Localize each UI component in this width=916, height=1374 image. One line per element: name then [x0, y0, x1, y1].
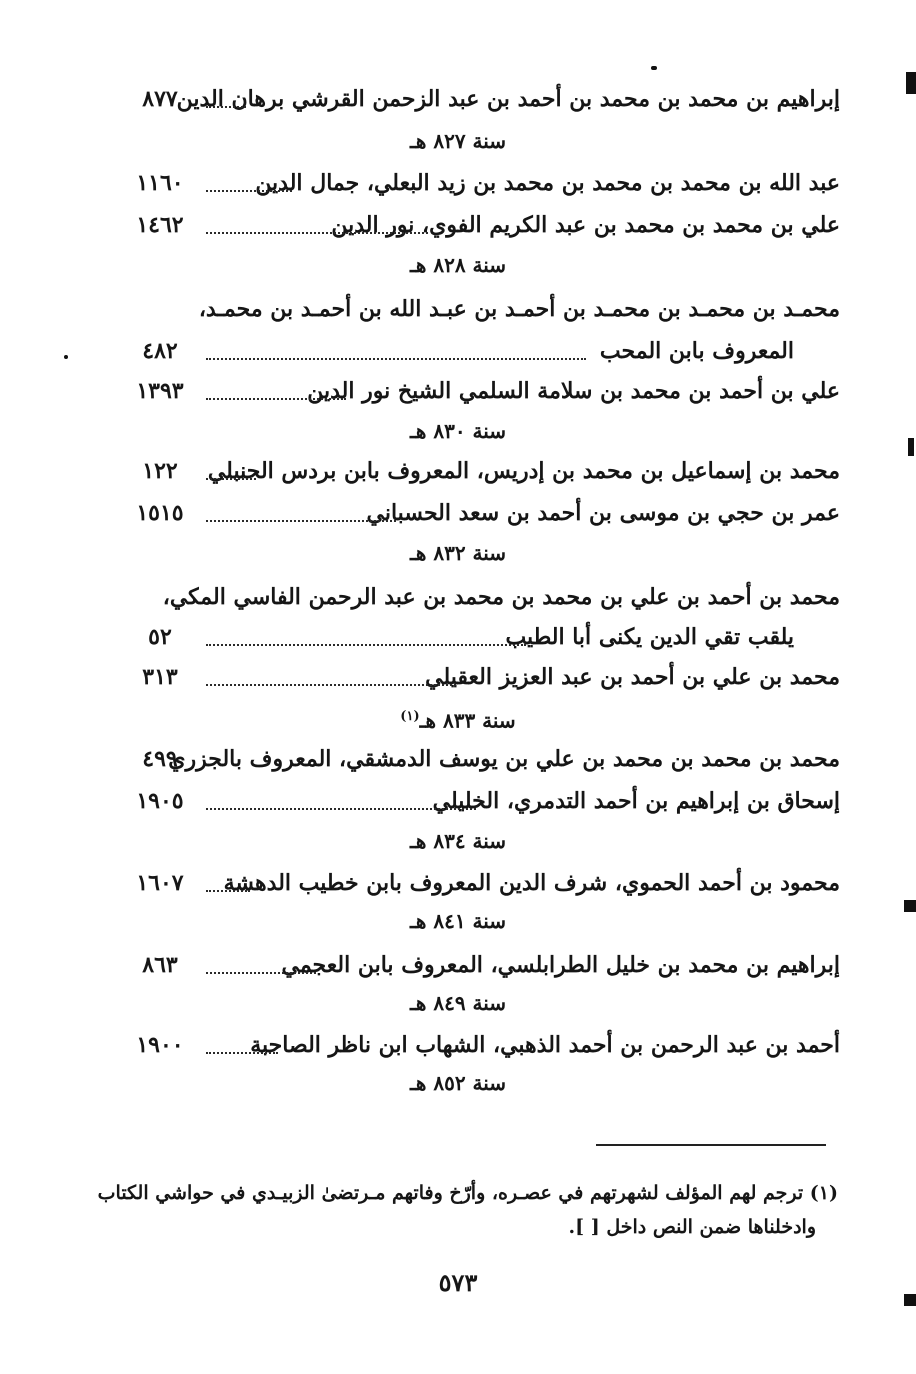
leader-dots: [206, 684, 456, 686]
scan-speck: [904, 900, 916, 912]
entry-text: إبراهيم بن محمد بن محمد بن أحمد بن عبد الزحمن القرشي برهان الدين: [176, 86, 840, 112]
entry-number: ٨٧٧: [142, 86, 178, 112]
entry-text: يلقب تقي الدين يكنى أبا الطيب: [505, 624, 794, 650]
entry-number: ٤٨٢: [142, 338, 178, 364]
leader-dots: [206, 644, 526, 646]
year-label: سنة ٨٣٣ هـ: [419, 708, 516, 733]
leader-dots: [206, 190, 292, 192]
scan-speck: [904, 1294, 916, 1306]
entry-text: محمد بن أحمد بن علي بن محمد بن محمد بن عبد الرحمن الفاسي المكي،: [162, 584, 840, 610]
entry-row: [120, 496, 840, 532]
year-heading: سنة ٨٣٤ هـ: [409, 829, 507, 853]
entry-text: إبراهيم بن محمد بن خليل الطرابلسي، المعروف بابن العجمي: [281, 952, 840, 978]
leader-dots: [206, 106, 246, 108]
entry-number: ١٢٢: [142, 458, 178, 484]
entry-text: علي بن أحمد بن محمد بن سلامة السلمي الشيخ نور الدين: [307, 378, 840, 404]
entry-row: [120, 208, 840, 244]
entry-text: محمد بن إسماعيل بن محمد بن إدريس، المعروف بابن بردس الحنبلي: [207, 458, 840, 484]
entry-text: محمـد بن محمـد بن محمـد بن أحمـد بن عبـد الله بن أحمـد بن محمـد،: [198, 296, 840, 322]
entry-text: إسحاق بن إبراهيم بن أحمد التدمري، الخليلي: [432, 788, 840, 814]
leader-dots: [206, 808, 476, 810]
entry-row: [120, 784, 840, 820]
footnote-line-2: وادخلناها ضمن النص داخل [ ].: [568, 1216, 816, 1238]
leader-dots: [206, 232, 428, 234]
entry-text: عمر بن حجي بن موسى بن أحمد بن سعد الحسباني: [366, 500, 840, 526]
entry-row: [120, 948, 840, 984]
year-heading: سنة ٨٣٢ هـ: [409, 541, 507, 565]
entry-number: ١٦٠٧: [136, 870, 184, 896]
entry-number: ١٥١٥: [136, 500, 184, 526]
entry-row: [120, 374, 840, 410]
entry-number: ١٩٠٥: [136, 788, 184, 814]
entry-row: [120, 866, 840, 902]
leader-dots: [206, 972, 316, 974]
entry-number: ٥٢: [148, 624, 172, 650]
entry-number: ١٤٦٢: [136, 212, 184, 238]
entry-text: عبد الله بن محمد بن محمد بن محمد بن زيد البعلي، جمال الدين: [255, 170, 840, 196]
entry-number: ٤٩٩: [142, 746, 178, 772]
entry-number: ٨٦٣: [142, 952, 178, 978]
entry-row: [120, 1028, 840, 1064]
entry-row: [120, 620, 840, 656]
leader-dots: [206, 1052, 278, 1054]
entry-text: محمود بن أحمد الحموي، شرف الدين المعروف بابن خطيب الدهشة: [223, 870, 840, 896]
entry-number: ١٣٩٣: [136, 378, 184, 404]
scan-speck: [64, 355, 68, 359]
year-heading: سنة ٨٤٩ هـ: [409, 991, 507, 1015]
entry-row: [120, 166, 840, 202]
scan-speck: [908, 438, 914, 456]
entry-number: ١١٦٠: [136, 170, 184, 196]
leader-dots: [206, 478, 256, 480]
leader-dots: [206, 520, 396, 522]
year-heading: سنة ٨٤١ هـ: [409, 909, 507, 933]
footnote-marker: (١): [400, 709, 420, 724]
entry-row: [120, 292, 840, 328]
year-heading: سنة ٨٢٨ هـ: [409, 253, 507, 277]
entry-row: [120, 660, 840, 696]
entry-row: [120, 454, 840, 490]
footnote-line-1: (١) ترجم لهم المؤلف لشهرتهم في عصـره، وأرّخ وفاتهم مـرتضىٰ الزبيـدي في حواشي الكتاب: [97, 1182, 838, 1204]
entry-row: [120, 580, 840, 616]
entry-text: علي بن محمد بن محمد بن عبد الكريم الفوي، نور الدين: [331, 212, 840, 238]
leader-dots: [206, 890, 250, 892]
year-heading: سنة ٨٣٠ هـ: [409, 419, 507, 443]
leader-dots: [206, 398, 346, 400]
scan-speck: [906, 72, 916, 94]
year-heading: سنة ٨٥٢ هـ: [409, 1071, 507, 1095]
year-heading: سنة ٨٢٧ هـ: [409, 129, 507, 153]
scan-speck: [651, 66, 657, 70]
entry-row: [120, 82, 840, 118]
year-heading: [0, 702, 916, 736]
page-number: ٥٧٣: [438, 1268, 478, 1297]
footnote-separator: [596, 1144, 826, 1146]
entry-number: ١٩٠٠: [136, 1032, 184, 1058]
entry-text: المعروف بابن المحب: [599, 338, 794, 364]
entry-row: [120, 334, 840, 370]
entry-text: أحمد بن عبد الرحمن بن أحمد الذهبي، الشهاب ابن ناظر الصاحبة: [250, 1032, 840, 1058]
entry-text: محمد بن علي بن أحمد بن عبد العزيز العقيلي: [425, 664, 840, 690]
leader-dots: [206, 358, 586, 360]
entry-text: محمد بن محمد بن محمد بن علي بن يوسف الدمشقي، المعروف بالجزري: [168, 746, 840, 772]
entry-row: [120, 742, 840, 778]
entry-number: ٣١٣: [142, 664, 178, 690]
